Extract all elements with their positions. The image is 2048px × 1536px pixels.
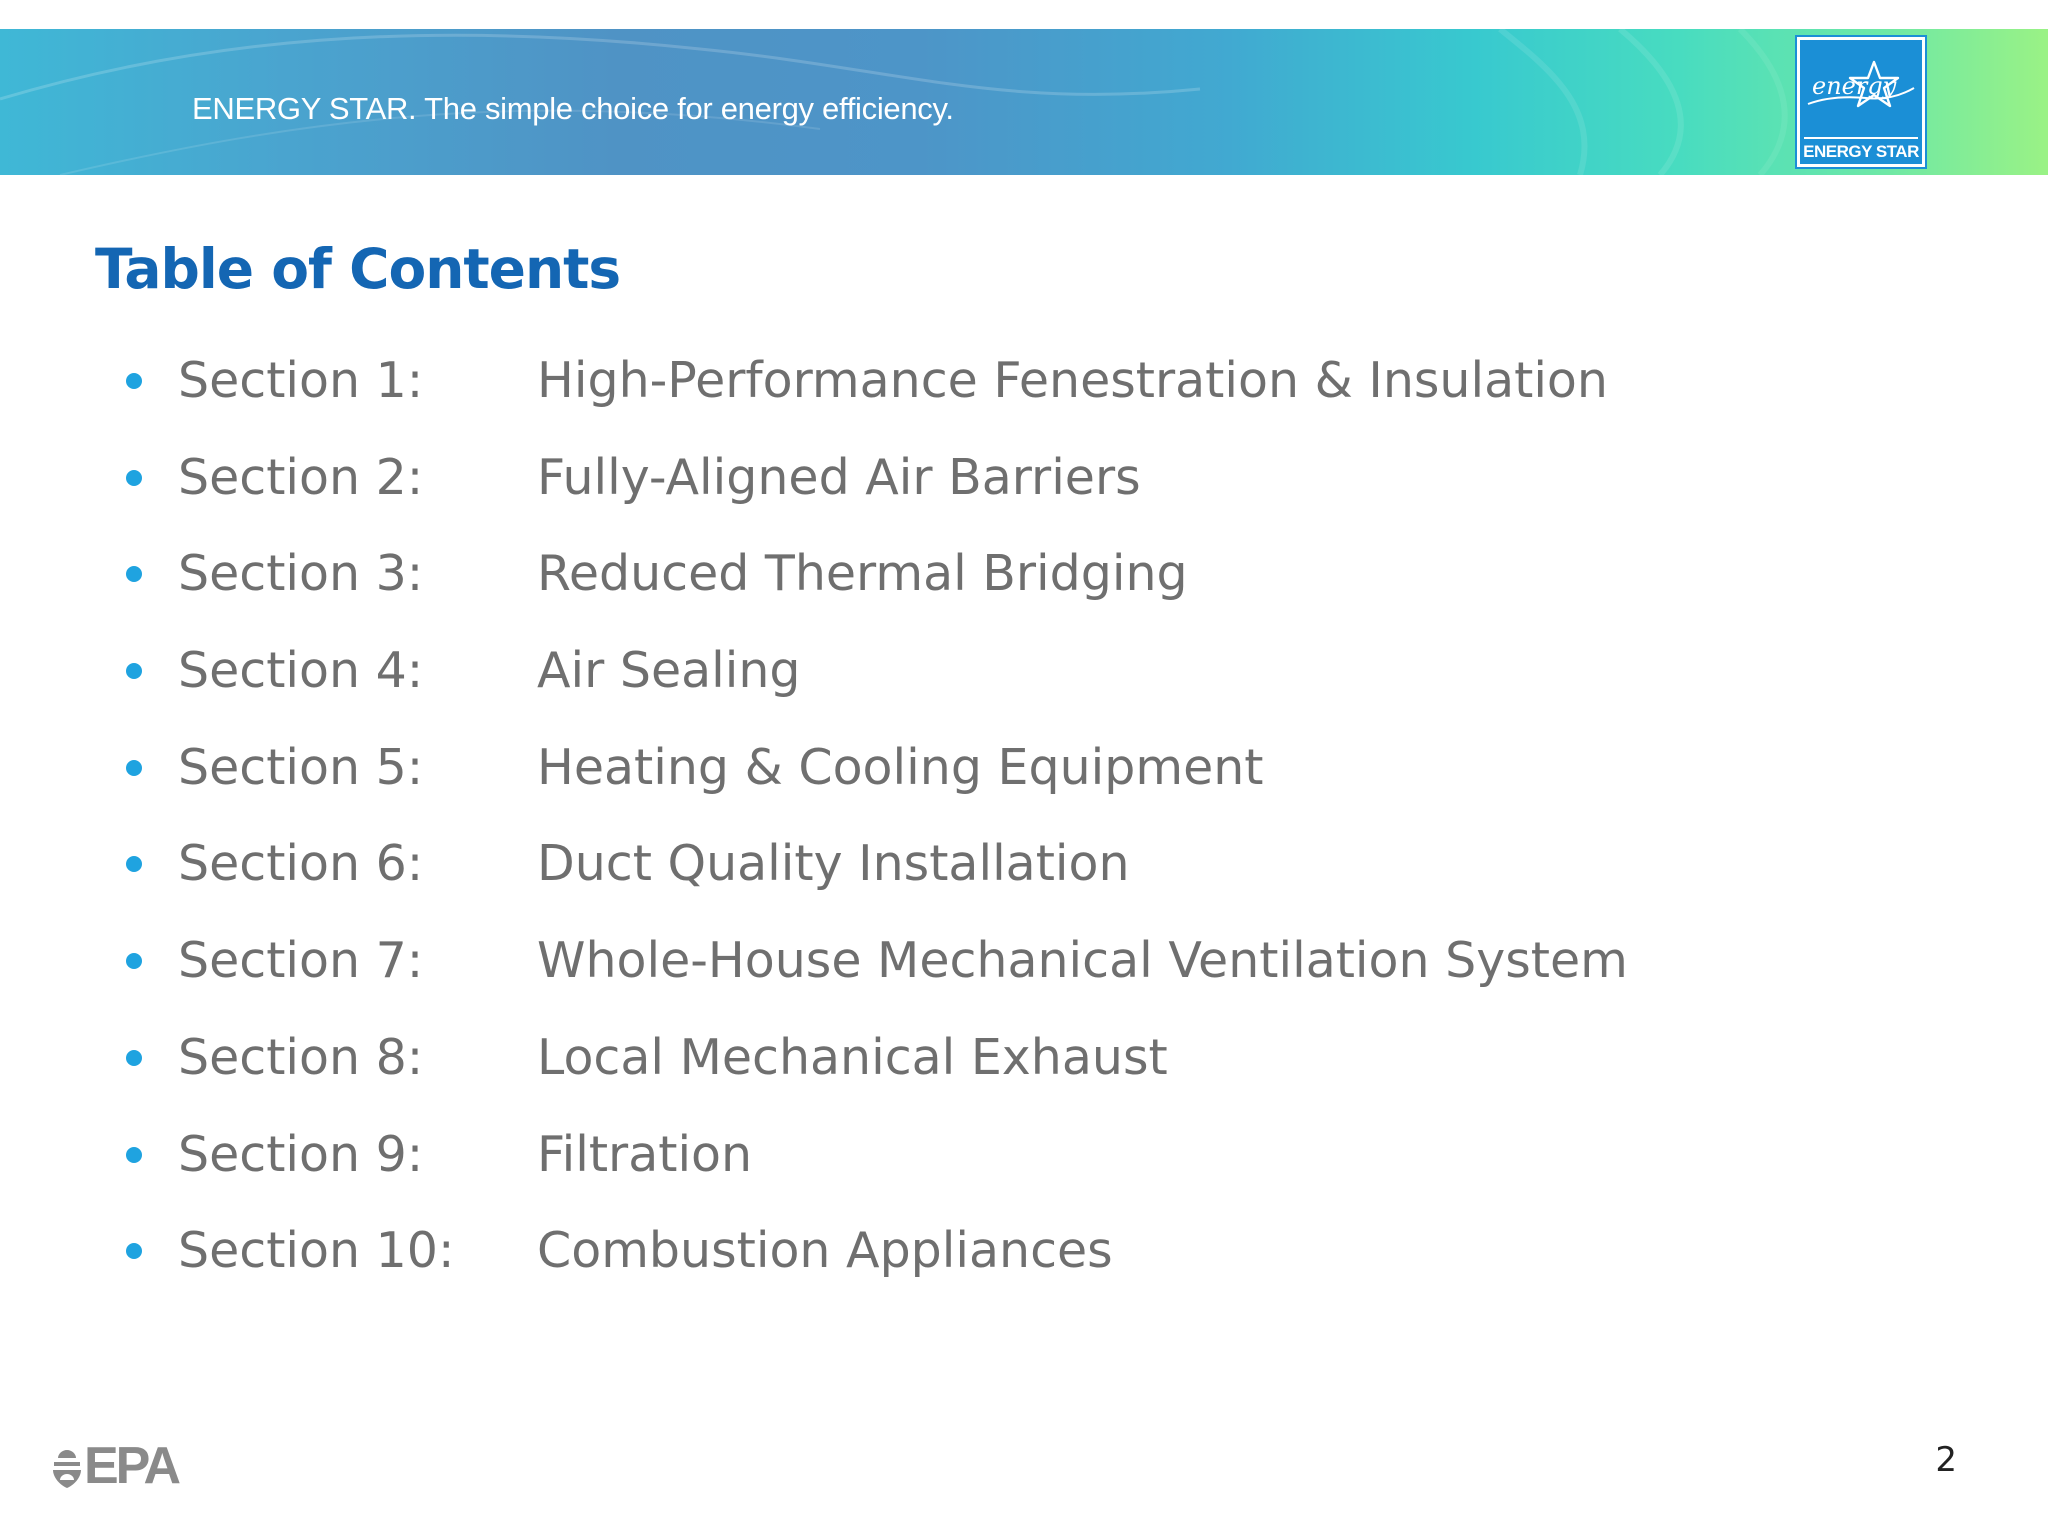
section-label: Section 3:: [178, 545, 424, 603]
logo-divider: [1804, 137, 1918, 139]
page-title: Table of Contents: [95, 237, 621, 301]
section-title: Air Sealing: [537, 642, 801, 700]
toc-item-section-4: [0, 638, 2048, 735]
epa-logo-text: EPA: [84, 1437, 179, 1495]
section-label: Section 5:: [178, 738, 424, 796]
logo-script-text: energy: [1812, 72, 1897, 100]
section-label: Section 10:: [178, 1222, 455, 1280]
section-title: Combustion Appliances: [537, 1222, 1113, 1280]
toc-item-section-6: [0, 831, 2048, 928]
section-title: Local Mechanical Exhaust: [537, 1028, 1168, 1086]
section-title: Reduced Thermal Bridging: [537, 545, 1188, 603]
energy-star-logo: [1797, 37, 1925, 167]
bullet-icon: [126, 1147, 142, 1163]
section-title: High-Performance Fenestration & Insulation: [537, 352, 1608, 409]
bullet-icon: [126, 663, 142, 679]
section-title: Fully-Aligned Air Barriers: [537, 448, 1141, 506]
bullet-icon: [126, 1050, 142, 1066]
section-title: Whole-House Mechanical Ventilation System: [537, 932, 1628, 990]
toc-item-section-7: [0, 928, 2048, 1025]
toc-item-section-3: [0, 541, 2048, 638]
banner-tagline: ENERGY STAR. The simple choice for energy efficiency.: [192, 91, 954, 126]
section-title: Duct Quality Installation: [537, 835, 1130, 893]
section-label: Section 8:: [178, 1028, 424, 1086]
section-label: Section 1:: [178, 352, 424, 409]
bullet-icon: [126, 953, 142, 969]
section-title: Heating & Cooling Equipment: [537, 738, 1264, 796]
bullet-icon: [126, 856, 142, 872]
bullet-icon: [126, 1243, 142, 1259]
toc-item-section-1: [0, 348, 2048, 445]
epa-logo: [50, 1437, 186, 1495]
section-title: Filtration: [537, 1125, 753, 1183]
toc-item-section-9: [0, 1122, 2048, 1219]
table-of-contents-list: [0, 348, 2048, 1315]
bullet-icon: [126, 760, 142, 776]
epa-flower-icon: [50, 1444, 84, 1488]
header-banner: [0, 29, 2048, 175]
section-label: Section 4:: [178, 642, 424, 700]
bullet-icon: [126, 566, 142, 582]
logo-text: ENERGY STAR: [1803, 142, 1919, 161]
section-label: Section 9:: [178, 1125, 424, 1183]
toc-item-section-8: [0, 1025, 2048, 1122]
bullet-icon: [126, 470, 142, 486]
section-label: Section 7:: [178, 932, 424, 990]
energy-star-script-icon: [1804, 48, 1918, 128]
bullet-icon: [126, 373, 142, 389]
section-label: Section 2:: [178, 448, 424, 506]
toc-item-section-10: [0, 1218, 2048, 1315]
toc-item-section-5: [0, 735, 2048, 832]
page-number: 2: [1935, 1440, 1957, 1480]
section-label: Section 6:: [178, 835, 424, 893]
toc-item-section-2: [0, 445, 2048, 542]
